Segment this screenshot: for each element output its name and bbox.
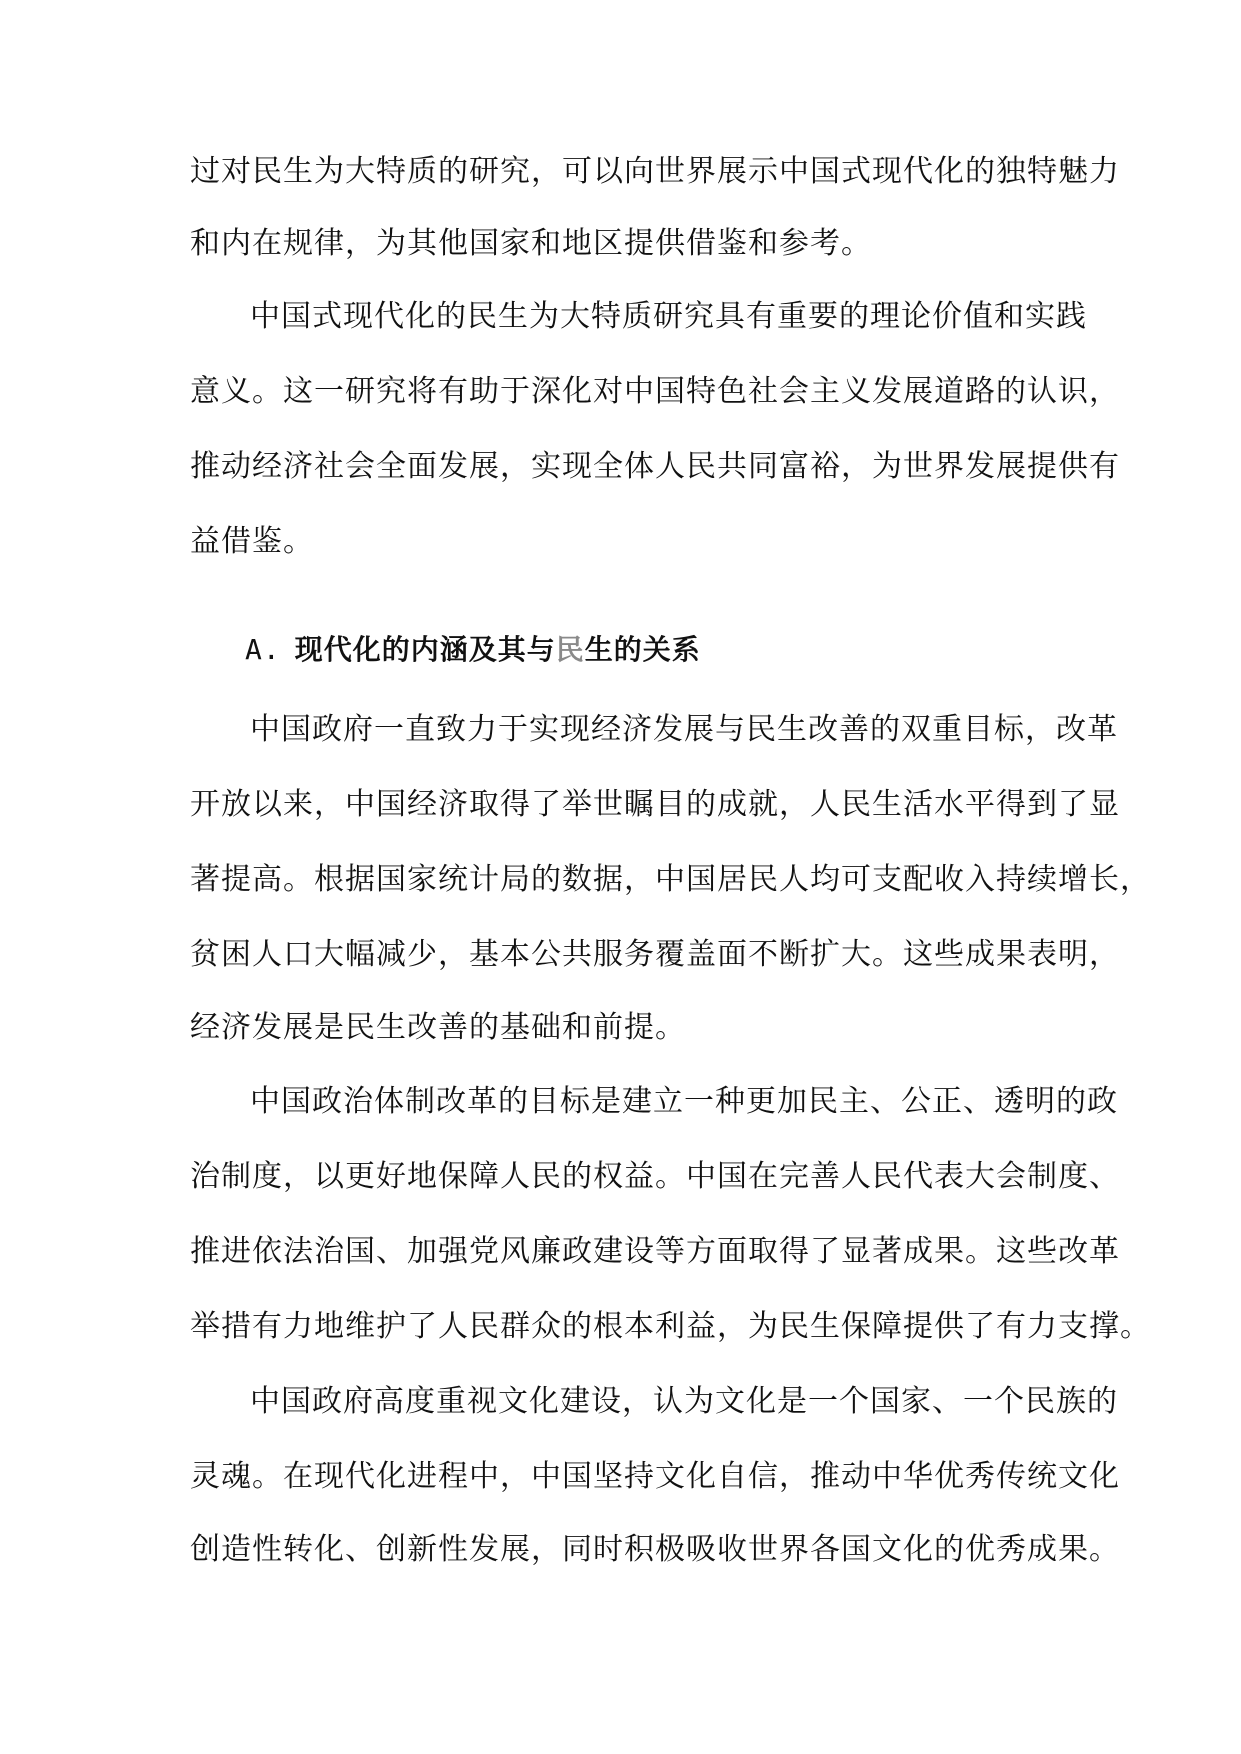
paragraph-line: 创造性转化、创新性发展，同时积极吸收世界各国文化的优秀成果。 [190, 1532, 1120, 1567]
paragraph-line: 过对民生为大特质的研究，可以向世界展示中国式现代化的独特魅力 [190, 154, 1120, 189]
section-title-part: 民 [555, 633, 585, 666]
paragraph-line: 意义。这一研究将有助于深化对中国特色社会主义发展道路的认识， [190, 374, 1120, 409]
paragraph-line: 中国政治体制改革的目标是建立一种更加民主、公正、透明的政 [250, 1084, 1118, 1119]
section-title-part: 现代化的内涵及其与 [294, 633, 556, 666]
paragraph-line: 推动经济社会全面发展，实现全体人民共同富裕，为世界发展提供有 [190, 449, 1120, 484]
paragraph-line: 举措有力地维护了人民群众的根本利益，为民生保障提供了有力支撑。 [190, 1309, 1151, 1344]
paragraph-line: 和内在规律，为其他国家和地区提供借鉴和参考。 [190, 226, 872, 261]
paragraph-line: 著提高。根据国家统计局的数据，中国居民人均可支配收入持续增长， [190, 862, 1151, 897]
section-number: A. [245, 633, 281, 666]
paragraph-line: 治制度，以更好地保障人民的权益。中国在完善人民代表大会制度、 [190, 1159, 1120, 1194]
paragraph-line: 灵魂。在现代化进程中，中国坚持文化自信，推动中华优秀传统文化 [190, 1459, 1120, 1494]
paragraph-line: 经济发展是民生改善的基础和前提。 [190, 1010, 686, 1045]
paragraph-line: 贫困人口大幅减少，基本公共服务覆盖面不断扩大。这些成果表明， [190, 937, 1120, 972]
paragraph-line: 中国政府高度重视文化建设，认为文化是一个国家、一个民族的 [250, 1384, 1118, 1419]
paragraph-line: 益借鉴。 [190, 524, 314, 559]
paragraph-line: 中国式现代化的民生为大特质研究具有重要的理论价值和实践 [250, 299, 1087, 334]
section-title-part: 生的关系 [584, 633, 701, 666]
section-heading [245, 630, 701, 670]
paragraph-line: 开放以来，中国经济取得了举世瞩目的成就，人民生活水平得到了显 [190, 787, 1120, 822]
paragraph-line: 中国政府一直致力于实现经济发展与民生改善的双重目标，改革 [250, 712, 1118, 747]
paragraph-line: 推进依法治国、加强党风廉政建设等方面取得了显著成果。这些改革 [190, 1234, 1120, 1269]
